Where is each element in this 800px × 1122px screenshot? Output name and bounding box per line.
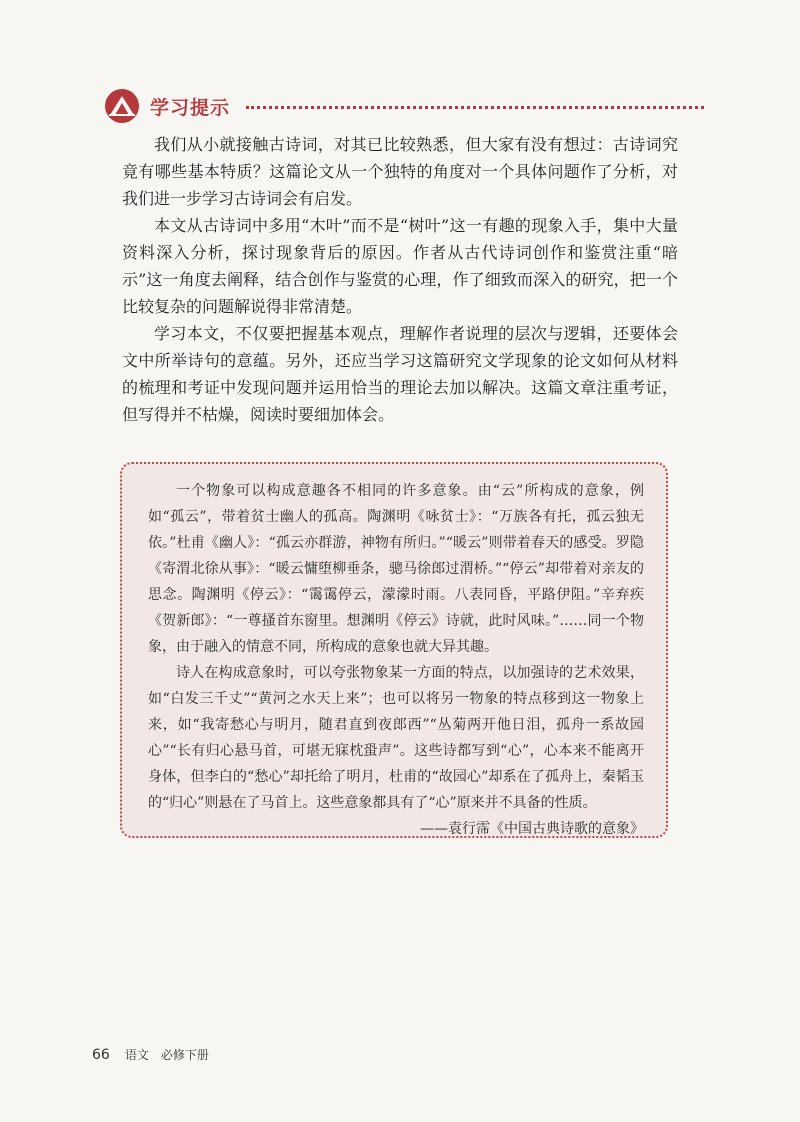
page-number: 66	[92, 1047, 110, 1063]
paragraph: 本文从古诗词中多用“木叶”而不是“树叶”这一有趣的现象入手，集中大量资料深入分析，探讨现象背后的原因。作者从古代诗词创作和鉴赏注重“暗示”这一角度去阐释，结合创作与鉴赏的心理，作了细致而深入的研究，把一个比较复杂的问题解说得非常清楚。	[122, 216, 678, 316]
quote-source: ——袁行霈《中国古典诗歌的意象》	[420, 821, 644, 837]
quote-box	[120, 462, 668, 838]
quote-paragraph: 诗人在构成意象时，可以夸张物象某一方面的特点，以加强诗的艺术效果，如“白发三千丈”“黄河之水天上来”；也可以将另一物象的特点移到这一物象上来，如“我寄愁心与明月，随君直到夜郎西”“丛菊两开他日泪，孤舟一系故园心”“长有归心悬马首，可堪无寐枕蛩声”。这些诗都写到“心”，心本来不能离开身体，但李白的“愁心”却托给了明月，杜甫的“故园心”却系在了孤舟上，秦韬玉的“归心”则悬在了马首上。这些意象都具有了“心”原来并不具备的性质。	[148, 665, 644, 811]
quote-paragraph: 一个物象可以构成意趣各不相同的许多意象。由“云”所构成的意象，例如“孤云”，带着贫士幽人的孤高。陶渊明《咏贫士》：“万族各有托，孤云独无依。”杜甫《幽人》：“孤云亦群游，神物有所归。”“暖云”则带着春天的感受。罗隐《寄渭北徐从事》：“暖云慵堕柳垂条，骢马徐郎过渭桥。”“停云”却带着对亲友的思念。陶渊明《停云》：“霭霭停云，濛濛时雨。八表同昏，平路伊阻。”辛弃疾《贺新郎》：“一尊搔首东窗里。想渊明《停云》诗就，此时风味。”……同一个物象，由于融入的情意不同，所构成的意象也就大异其趣。	[148, 483, 644, 655]
page-footer	[92, 1044, 209, 1063]
study-tips-logo-icon	[104, 88, 140, 124]
section-title: 学习提示	[150, 97, 231, 119]
paragraph: 我们从小就接触古诗词，对其已比较熟悉，但大家有没有想过：古诗词究竟有哪些基本特质？这篇论文从一个独特的角度对一个具体问题作了分析，对我们进一步学习古诗词会有启发。	[122, 135, 678, 208]
book-title: 语文 必修下册	[124, 1048, 209, 1062]
study-tips-body	[122, 131, 678, 428]
section-header	[104, 88, 704, 128]
paragraph: 学习本文，不仅要把握基本观点，理解作者说理的层次与逻辑，还要体会文中所举诗句的意蕴。另外，还应当学习这篇研究文学现象的论文如何从材料的梳理和考证中发现问题并运用恰当的理论去加以解决。这篇文章注重考证，但写得并不枯燥，阅读时要细加体会。	[122, 324, 678, 424]
dotted-divider	[246, 106, 704, 109]
